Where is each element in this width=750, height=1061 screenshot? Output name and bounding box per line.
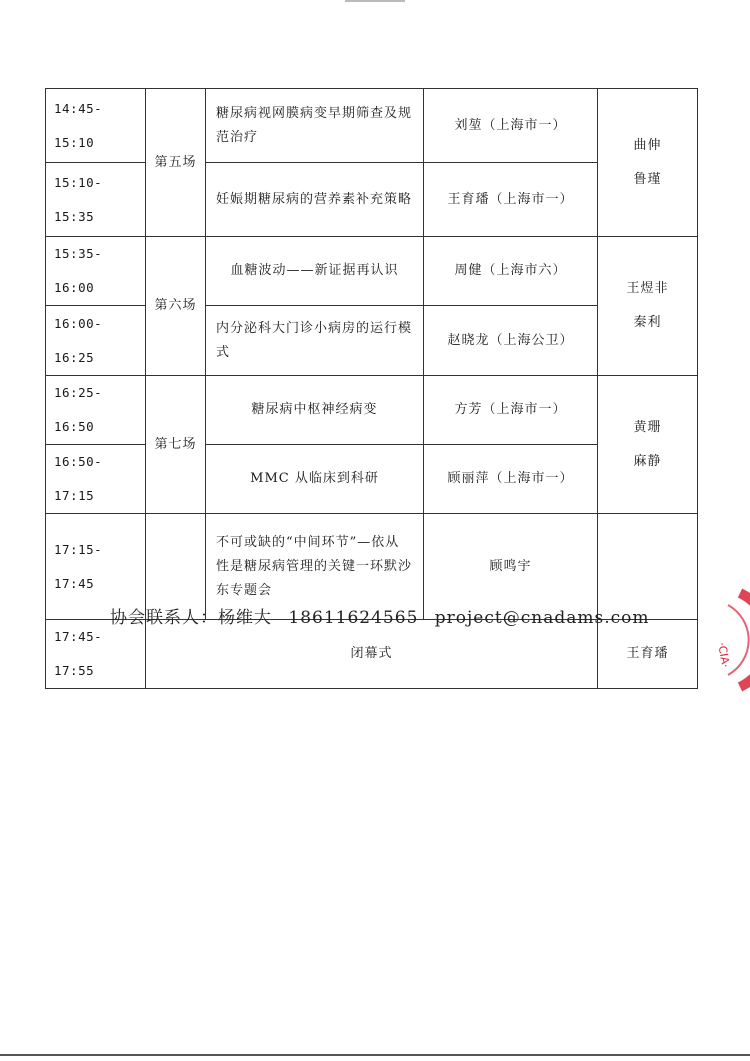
speaker-cell: 周健（上海市六） [424, 237, 598, 306]
session-cell: 第六场 [146, 237, 206, 376]
page-top-mark [345, 0, 405, 2]
speaker-cell: 方芳（上海市一） [424, 376, 598, 445]
speaker-cell: 刘堃（上海市一） [424, 89, 598, 163]
session-cell: 第七场 [146, 376, 206, 514]
time-cell: 14:45-15:10 [46, 89, 146, 163]
chair-name: 秦利 [633, 315, 662, 330]
topic-cell: MMC 从临床到科研 [206, 445, 424, 514]
chair-name: 麻静 [633, 453, 662, 469]
table-row [46, 237, 698, 306]
topic-cell: 糖尿病视网膜病变早期筛查及规范治疗 [206, 89, 424, 163]
table-row [46, 620, 698, 689]
time-cell: 17:45-17:55 [46, 620, 146, 689]
time-cell: 17:15-17:45 [46, 514, 146, 620]
chair-name: 鲁瑾 [633, 171, 662, 187]
topic-cell: 不可或缺的“中间环节”—依从性是糖尿病管理的关键一环默沙东专题会 [206, 514, 424, 620]
topic-cell: 内分泌科大门诊小病房的运行模式 [206, 306, 424, 376]
chair-name: 王煜非 [626, 281, 669, 296]
closing-cell: 闭幕式 [146, 620, 598, 689]
chair-cell [598, 376, 698, 514]
chair-name: 黄珊 [633, 419, 662, 435]
time-cell: 16:00-16:25 [46, 306, 146, 376]
table-row [46, 89, 698, 163]
time-cell: 15:35-16:00 [46, 237, 146, 306]
contact-line [110, 603, 659, 628]
contact-email: project@cnadams.com [434, 608, 650, 628]
topic-cell: 血糖波动——新证据再认识 [206, 237, 424, 306]
session-cell: 第五场 [146, 89, 206, 237]
table-row [46, 376, 698, 445]
time-cell: 16:25-16:50 [46, 376, 146, 445]
time-cell: 15:10-15:35 [46, 163, 146, 237]
chair-cell [598, 237, 698, 376]
speaker-cell: 王育璠（上海市一） [424, 163, 598, 237]
speaker-cell: 顾鸣宇 [424, 514, 598, 620]
topic-cell: 妊娠期糖尿病的营养素补充策略 [206, 163, 424, 237]
contact-label: 协会联系人：杨维大 [110, 608, 272, 628]
seal-stamp [700, 585, 750, 695]
topic-cell: 糖尿病中枢神经病变 [206, 376, 424, 445]
chair-cell: 王育璠 [598, 620, 698, 689]
contact-phone: 18611624565 [288, 608, 419, 628]
time-cell: 16:50-17:15 [46, 445, 146, 514]
chair-cell [598, 89, 698, 237]
speaker-cell: 赵晓龙（上海公卫） [424, 306, 598, 376]
speaker-cell: 顾丽萍（上海市一） [424, 445, 598, 514]
page-bottom-line [0, 1054, 750, 1056]
chair-name: 曲伸 [633, 137, 662, 153]
schedule-table [45, 88, 698, 689]
svg-text:·CIA·: ·CIA· [715, 641, 733, 669]
